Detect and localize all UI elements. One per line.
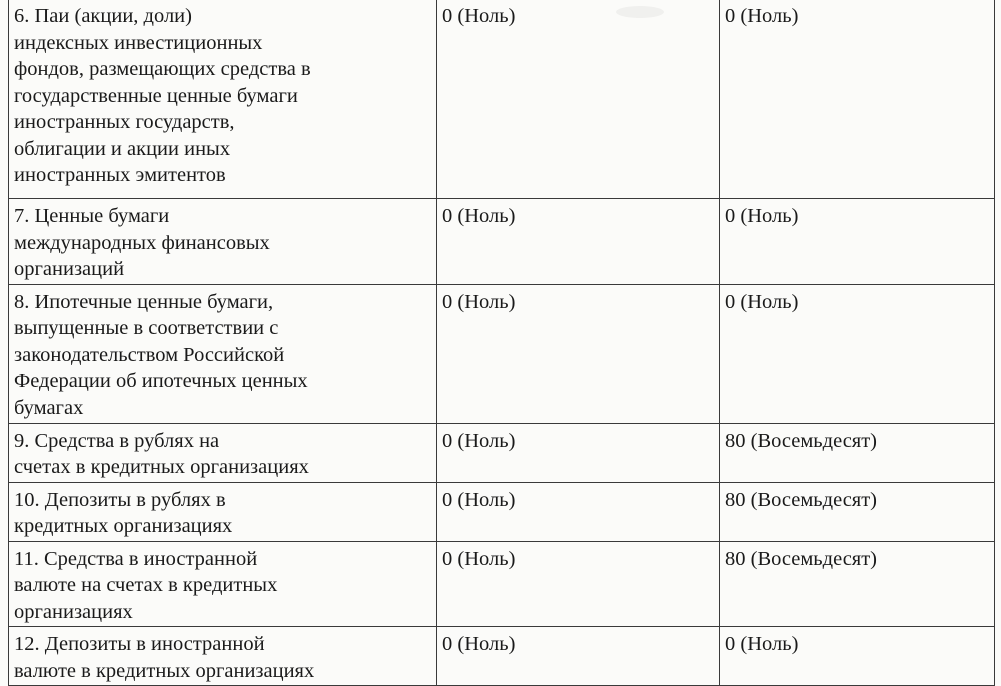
value-cell-col2: [437, 284, 720, 423]
table-row: [9, 199, 995, 285]
value-text: 0 (Ноль): [442, 429, 516, 452]
asset-name-cell: [9, 541, 437, 627]
asset-name-line: счетах в кредитных организациях: [14, 456, 309, 478]
table-row: [9, 541, 995, 627]
asset-name-line: организациях: [14, 600, 133, 623]
scan-smudge: [616, 6, 664, 18]
asset-name-line: фондов, размещающих средства в: [14, 58, 311, 80]
value-cell-col2: [437, 423, 720, 482]
value-text: 80 (Восемьдесят): [725, 547, 878, 570]
value-text: 0 (Ноль): [725, 205, 799, 227]
asset-name-line: 10. Депозиты в рублях в: [14, 488, 226, 511]
asset-name-line: Федерации об ипотечных ценных: [14, 370, 308, 392]
asset-name-line: 8. Ипотечные ценные бумаги,: [14, 290, 274, 313]
asset-name-line: иностранных государств,: [14, 111, 235, 133]
value-cell-col3: [720, 423, 995, 482]
value-cell-col3: [720, 541, 995, 627]
investment-limits-table: [8, 0, 995, 686]
asset-name-line: государственные ценные бумаги: [14, 84, 298, 107]
asset-name-line: иностранных эмитентов: [14, 164, 226, 186]
table-row: [9, 0, 995, 199]
value-cell-col3: [720, 284, 995, 423]
value-text: 80 (Восемьдесят): [725, 429, 878, 452]
asset-name-line: 6. Паи (акции, доли): [14, 5, 192, 27]
table-row: [9, 284, 995, 423]
value-cell-col3: [720, 627, 995, 686]
asset-name-line: организаций: [14, 258, 125, 280]
asset-name-line: 11. Средства в иностранной: [14, 547, 258, 570]
asset-name-cell: [9, 199, 437, 285]
asset-name-cell: [9, 284, 437, 423]
asset-name-line: валюте на счетах в кредитных: [14, 574, 278, 596]
value-text: 0 (Ноль): [442, 547, 516, 570]
table-row: [9, 627, 995, 686]
value-cell-col2: [437, 482, 720, 541]
value-text: 0 (Ноль): [442, 488, 516, 511]
asset-name-line: международных финансовых: [14, 231, 270, 254]
document-page: [8, 0, 994, 684]
value-text: 0 (Ноль): [442, 5, 516, 27]
asset-name-cell: [9, 627, 437, 686]
value-cell-col3: [720, 199, 995, 285]
value-cell-col2: [437, 0, 720, 199]
asset-name-line: бумагах: [14, 396, 84, 419]
asset-name-line: 9. Средства в рублях на: [14, 429, 220, 452]
asset-name-line: 12. Депозиты в иностранной: [14, 633, 265, 655]
value-text: 0 (Ноль): [725, 5, 799, 27]
asset-name-line: облигации и акции иных: [14, 137, 231, 160]
asset-name-cell: [9, 423, 437, 482]
value-text: 80 (Восемьдесят): [725, 488, 878, 511]
value-text: 0 (Ноль): [725, 633, 799, 655]
table-row: [9, 423, 995, 482]
value-cell-col2: [437, 627, 720, 686]
asset-name-line: 7. Ценные бумаги: [14, 205, 170, 227]
value-cell-col2: [437, 541, 720, 627]
asset-name-line: кредитных организациях: [14, 515, 233, 537]
value-text: 0 (Ноль): [442, 205, 516, 227]
value-text: 0 (Ноль): [725, 290, 799, 313]
asset-name-cell: [9, 482, 437, 541]
asset-name-line: выпущенные в соответствии с: [14, 317, 279, 339]
value-cell-col2: [437, 199, 720, 285]
value-cell-col3: [720, 482, 995, 541]
asset-name-line: индексных инвестиционных: [14, 31, 263, 54]
asset-name-cell: [9, 0, 437, 199]
value-cell-col3: [720, 0, 995, 199]
value-text: 0 (Ноль): [442, 290, 516, 313]
value-text: 0 (Ноль): [442, 633, 516, 655]
asset-name-line: валюте в кредитных организациях: [14, 659, 315, 682]
table-row: [9, 482, 995, 541]
asset-name-line: законодательством Российской: [14, 343, 285, 366]
